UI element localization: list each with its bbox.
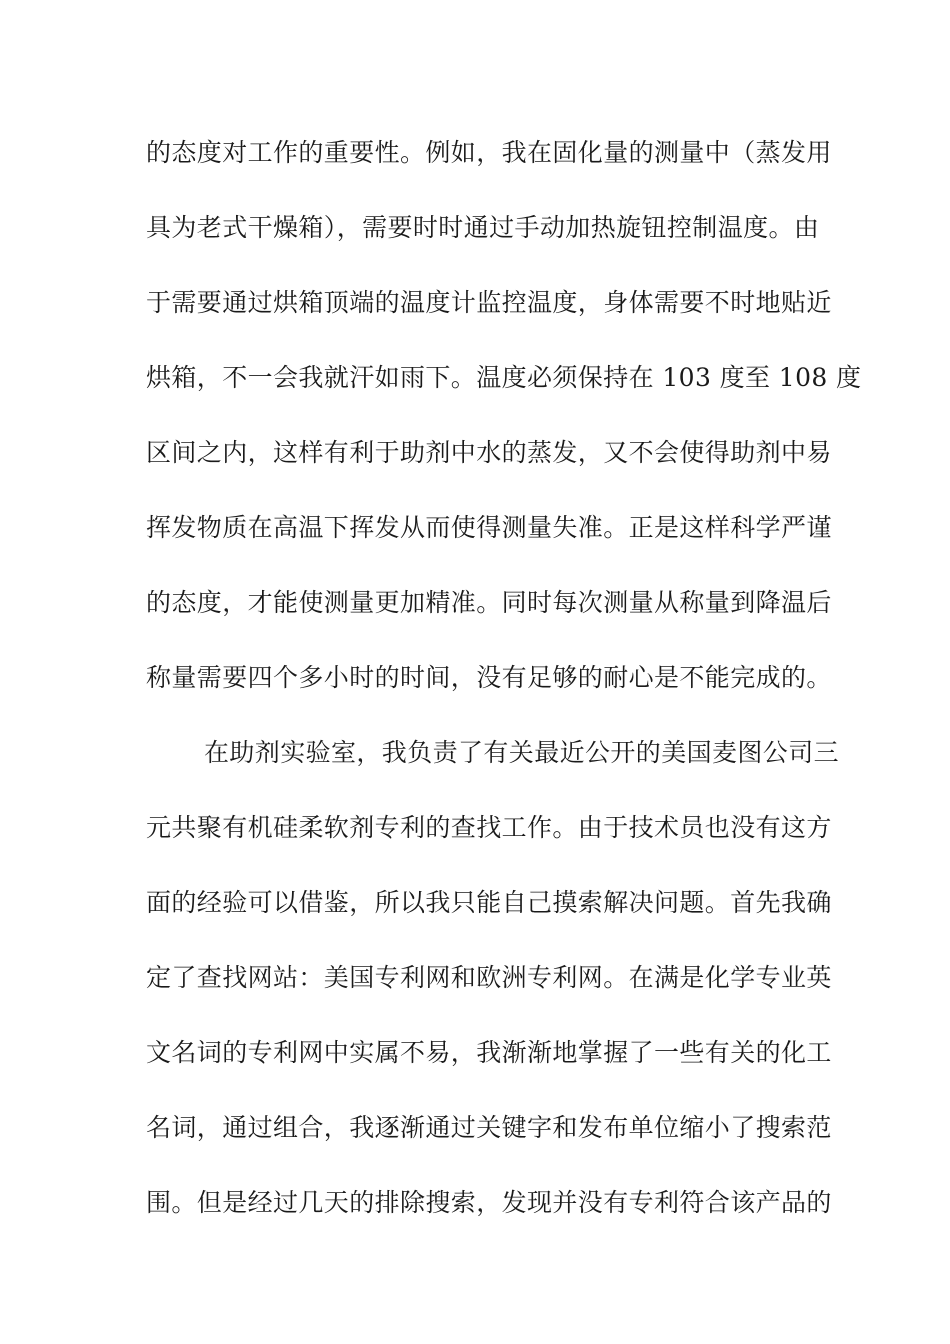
text-line: 面的经验可以借鉴，所以我只能自己摸索解决问题。首先我确 bbox=[146, 888, 832, 917]
text-line: 区间之内，这样有利于助剂中水的蒸发，又不会使得助剂中易 bbox=[146, 438, 832, 467]
text-line: 的态度对工作的重要性。例如，我在固化量的测量中（蒸发用 bbox=[146, 138, 832, 167]
text-line: 元共聚有机硅柔软剂专利的查找工作。由于技术员也没有这方 bbox=[146, 813, 832, 842]
text-line: 具为老式干燥箱），需要时时通过手动加热旋钮控制温度。由 bbox=[146, 213, 820, 242]
text-line: 文名词的专利网中实属不易，我渐渐地掌握了一些有关的化工 bbox=[146, 1038, 832, 1067]
text-line: 称量需要四个多小时的时间，没有足够的耐心是不能完成的。 bbox=[146, 663, 832, 692]
text-line: 名词，通过组合，我逐渐通过关键字和发布单位缩小了搜索范 bbox=[146, 1113, 832, 1142]
text-line: 烘箱，不一会我就汗如雨下。温度必须保持在 103 度至 108 度 bbox=[146, 363, 862, 392]
paragraph-1 bbox=[146, 134, 862, 696]
text-line: 围。但是经过几天的排除搜索，发现并没有专利符合该产品的 bbox=[146, 1188, 832, 1217]
paragraph-2 bbox=[146, 734, 840, 1221]
body-text bbox=[146, 134, 862, 1259]
text-line-indented: 在助剂实验室，我负责了有关最近公开的美国麦图公司三 bbox=[204, 738, 840, 767]
text-line: 于需要通过烘箱顶端的温度计监控温度，身体需要不时地贴近 bbox=[146, 288, 832, 317]
text-line: 的态度，才能使测量更加精准。同时每次测量从称量到降温后 bbox=[146, 588, 832, 617]
text-line: 定了查找网站：美国专利网和欧洲专利网。在满是化学专业英 bbox=[146, 963, 832, 992]
text-line: 挥发物质在高温下挥发从而使得测量失准。正是这样科学严谨 bbox=[146, 513, 832, 542]
